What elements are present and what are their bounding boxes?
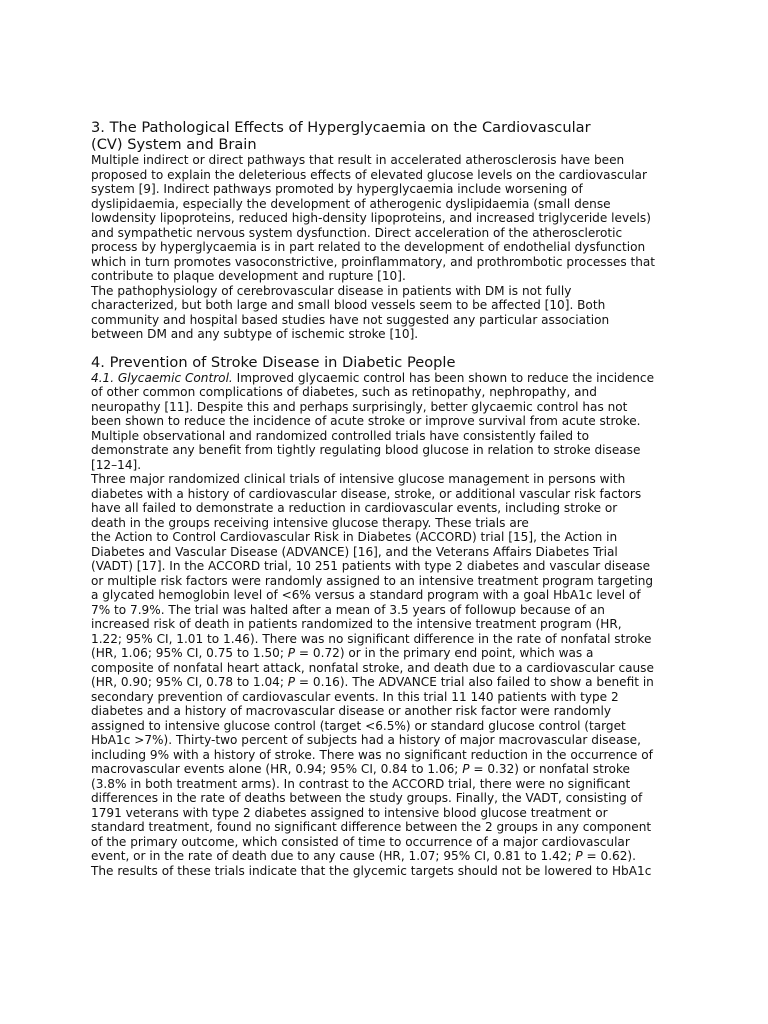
text-line: system [9]. Indirect pathways promoted by hyperglycaemia include worsening of: [91, 182, 583, 196]
text-fragment: Improved glycaemic control has been shown to reduce the incidence: [232, 370, 655, 385]
text-fragment: macrovascular events alone (HR, 0.94; 95% CI, 0.84 to 1.06;: [91, 762, 463, 776]
p-value-symbol: P: [462, 762, 470, 776]
text-fragment: (HR, 1.06; 95% CI, 0.75 to 1.50;: [91, 646, 288, 660]
document-page: [91, 119, 691, 878]
heading-line: 4. Prevention of Stroke Disease in Diabetic People: [91, 353, 456, 371]
text-line: (3.8% in both treatment arms). In contrast to the ACCORD trial, there were no significant: [91, 776, 631, 791]
text-line: diabetes and a history of macrovascular disease or another risk factor were randomly: [91, 704, 612, 718]
text-line: differences in the rate of deaths between the study groups. Finally, the VADT, consisting of: [91, 791, 643, 805]
text-fragment: = 0.32) or nonfatal stroke: [469, 762, 630, 776]
text-line: proposed to explain the deleterious effects of elevated glucose levels on the cardiovascular: [91, 167, 647, 182]
p-value-symbol: P: [575, 849, 583, 863]
text-line: [91, 371, 691, 386]
text-line: of the primary outcome, which consisted of time to occurrence of a major cardiovascular: [91, 834, 630, 849]
text-line: been shown to reduce the incidence of acute stroke or improve survival from acute stroke.: [91, 414, 641, 428]
text-line: 7% to 7.9%. The trial was halted after a mean of 3.5 years of followup because of an: [91, 602, 605, 617]
text-line: standard treatment, found no significant difference between the 2 groups in any component: [91, 820, 652, 834]
text-line: the Action to Control Cardiovascular Risk in Diabetes (ACCORD) trial [15], the Action in: [91, 530, 618, 544]
text-line: a glycated hemoglobin level of <6% versus a standard program with a goal HbA1c level of: [91, 588, 641, 602]
text-fragment: (HR, 0.90; 95% CI, 0.78 to 1.04;: [91, 675, 288, 689]
text-line: contribute to plaque development and rupture [10].: [91, 269, 406, 283]
section-3-paragraph-1: [91, 153, 691, 284]
text-fragment: = 0.62).: [582, 849, 636, 863]
text-line: 1.22; 95% CI, 1.01 to 1.46). There was no significant difference in the rate of nonfatal stroke: [91, 631, 652, 646]
text-line: The pathophysiology of cerebrovascular disease in patients with DM is not fully: [91, 283, 572, 298]
section-spacer: [91, 342, 691, 354]
text-line: including 9% with a history of stroke. There was no significant reduction in the occurrence of: [91, 747, 653, 762]
text-line: [91, 849, 691, 864]
section-4-trials-paragraph: [91, 472, 691, 878]
text-line: community and hospital based studies have not suggested any particular association: [91, 312, 610, 327]
text-line: Multiple indirect or direct pathways that result in accelerated atherosclerosis have been: [91, 153, 625, 167]
text-fragment: = 0.72) or in the primary end point, which was a: [295, 646, 594, 660]
text-line: death in the groups receiving intensive glucose therapy. These trials are: [91, 515, 529, 530]
text-line: have all failed to demonstrate a reduction in cardiovascular events, including stroke or: [91, 501, 618, 515]
section-4-heading: [91, 354, 691, 371]
text-line: [91, 675, 691, 690]
text-line: (VADT) [17]. In the ACCORD trial, 10 251 patients with type 2 diabetes and vascular disease: [91, 559, 651, 573]
text-line: characterized, but both large and small blood vessels seem to be affected [10]. Both: [91, 298, 606, 312]
section-4-1-paragraph: [91, 371, 691, 473]
heading-line: (CV) System and Brain: [91, 136, 257, 153]
subsection-lead: 4.1. Glycaemic Control.: [91, 370, 233, 385]
p-value-symbol: P: [287, 675, 296, 689]
text-line: composite of nonfatal heart attack, nonfatal stroke, and death due to a cardiovascular cause: [91, 660, 654, 675]
text-line: Diabetes and Vascular Disease (ADVANCE) [16], and the Veterans Affairs Diabetes Trial: [91, 544, 618, 559]
text-line: secondary prevention of cardiovascular events. In this trial 11 140 patients with type 2: [91, 689, 619, 704]
section-3-heading: [91, 119, 691, 153]
text-line: lowdensity lipoproteins, reduced high-density lipoproteins, and increased triglyceride levels): [91, 211, 651, 225]
text-line: diabetes with a history of cardiovascular disease, stroke, or additional vascular risk factors: [91, 486, 642, 501]
text-line: or multiple risk factors were randomly assigned to an intensive treatment program targeting: [91, 573, 654, 588]
text-line: demonstrate any benefit from tightly regulating blood glucose in relation to stroke disease: [91, 443, 641, 457]
text-line: of other common complications of diabetes, such as retinopathy, nephropathy, and: [91, 385, 597, 399]
text-line: neuropathy [11]. Despite this and perhaps surprisingly, better glycaemic control has not: [91, 399, 628, 414]
section-3-paragraph-2: [91, 284, 691, 342]
text-line: which in turn promotes vasoconstrictive, proinflammatory, and prothrombotic processes that: [91, 254, 656, 269]
text-line: 1791 veterans with type 2 diabetes assigned to intensive blood glucose treatment or: [91, 805, 608, 820]
text-line: between DM and any subtype of ischemic stroke [10].: [91, 327, 419, 341]
text-line: Multiple observational and randomized controlled trials have consistently failed to: [91, 428, 590, 443]
text-fragment: = 0.16). The ADVANCE trial also failed to show a benefit in: [295, 675, 654, 689]
text-line: dyslipidaemia, especially the development of atherogenic dyslipidaemia (small dense: [91, 196, 611, 211]
text-line: process by hyperglycaemia is in part related to the development of endothelial dysfunction: [91, 240, 646, 254]
text-line: assigned to intensive glucose control (target <6.5%) or standard glucose control (target: [91, 718, 626, 733]
text-fragment: event, or in the rate of death due to any cause (HR, 1.07; 95% CI, 0.81 to 1.42;: [91, 849, 576, 863]
p-value-symbol: P: [287, 646, 296, 660]
text-line: HbA1c >7%). Thirty-two percent of subjects had a history of major macrovascular disease,: [91, 733, 641, 747]
text-line: [91, 646, 691, 661]
text-line: and sympathetic nervous system dysfunction. Direct acceleration of the atherosclerotic: [91, 225, 623, 240]
text-line: The results of these trials indicate that the glycemic targets should not be lowered to HbA1c: [91, 863, 652, 878]
text-line: [12–14].: [91, 457, 142, 472]
text-line: Three major randomized clinical trials of intensive glucose management in persons with: [91, 472, 626, 486]
text-line: [91, 762, 691, 777]
text-line: increased risk of death in patients randomized to the intensive treatment program (HR,: [91, 617, 622, 631]
heading-line: 3. The Pathological Effects of Hyperglycaemia on the Cardiovascular: [91, 119, 591, 136]
